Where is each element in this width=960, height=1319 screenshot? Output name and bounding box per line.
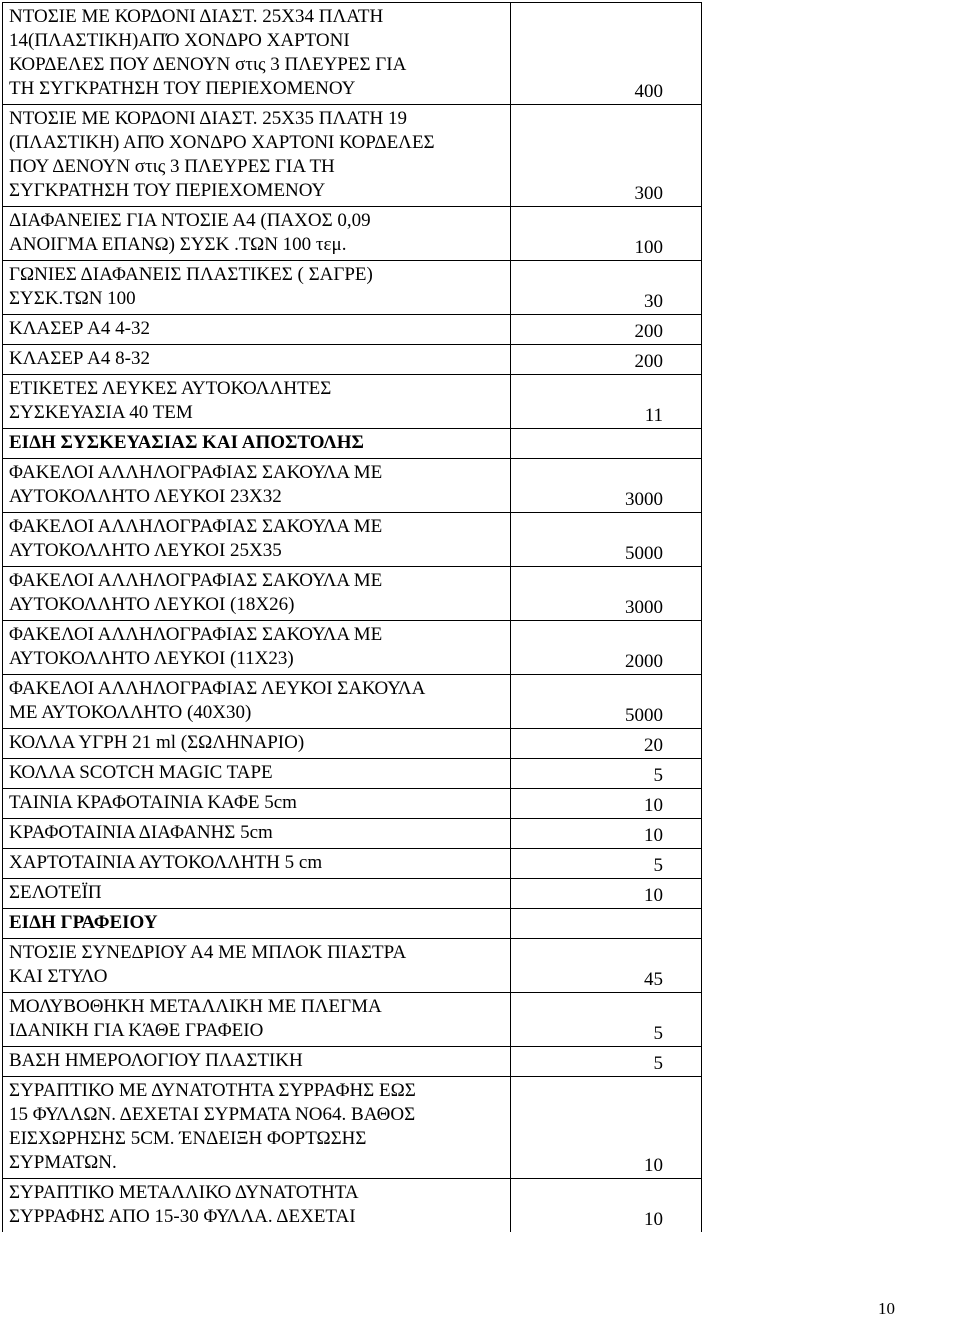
item-quantity: 200 bbox=[511, 345, 702, 375]
item-quantity: 10 bbox=[511, 1077, 702, 1179]
item-description: ΝΤΟΣΙΕ ΣΥΝΕΔΡΙΟΥ Α4 ΜΕ ΜΠΛΟΚ ΠΙΑΣΤΡΑ ΚΑΙ ΣΤΥΛΟ bbox=[3, 939, 511, 993]
item-quantity: 5 bbox=[511, 993, 702, 1047]
item-quantity: 5 bbox=[511, 759, 702, 789]
table-row bbox=[3, 939, 702, 993]
item-description: ΦΑΚΕΛΟΙ ΑΛΛΗΛΟΓΡΑΦΙΑΣ ΣΑΚΟΥΛΑ ΜΕ ΑΥΤΟΚΟΛΛΗΤΟ ΛΕΥΚΟΙ 25Χ35 bbox=[3, 513, 511, 567]
page-number: 10 bbox=[878, 1299, 895, 1318]
section-heading: ΕΙΔΗ ΓΡΑΦΕΙΟΥ bbox=[3, 909, 511, 939]
item-quantity: 11 bbox=[511, 375, 702, 429]
item-quantity: 10 bbox=[511, 879, 702, 909]
item-description: ΕΤΙΚΕΤΕΣ ΛΕΥΚΕΣ ΑΥΤΟΚΟΛΛΗΤΕΣ ΣΥΣΚΕΥΑΣΙΑ 40 ΤΕΜ bbox=[3, 375, 511, 429]
item-quantity: 5 bbox=[511, 849, 702, 879]
table-row bbox=[3, 513, 702, 567]
item-description: ΣΥΡΑΠΤΙΚΟ ΜΕΤΑΛΛΙΚΟ ΔΥΝΑΤΟΤΗΤΑ ΣΥΡΡΑΦΗΣ ΑΠΟ 15-30 ΦΥΛΛΑ. ΔΕΧΕΤΑΙ bbox=[3, 1179, 511, 1233]
item-description: ΦΑΚΕΛΟΙ ΑΛΛΗΛΟΓΡΑΦΙΑΣ ΛΕΥΚΟΙ ΣΑΚΟΥΛΑ ΜΕ ΑΥΤΟΚΟΛΛΗΤΟ (40Χ30) bbox=[3, 675, 511, 729]
item-description: ΤΑΙΝΙΑ ΚΡΑΦΟΤΑΙΝΙΑ ΚΑΦΕ 5cm bbox=[3, 789, 511, 819]
item-description: ΔΙΑΦΑΝΕΙΕΣ ΓΙΑ ΝΤΟΣΙΕ Α4 (ΠΑΧΟΣ 0,09 ΑΝΟΙΓΜΑ ΕΠΑΝΩ) ΣΥΣΚ .ΤΩΝ 100 τεμ. bbox=[3, 207, 511, 261]
section-heading-row bbox=[3, 429, 702, 459]
item-description: ΦΑΚΕΛΟΙ ΑΛΛΗΛΟΓΡΑΦΙΑΣ ΣΑΚΟΥΛΑ ΜΕ ΑΥΤΟΚΟΛΛΗΤΟ ΛΕΥΚΟΙ (11Χ23) bbox=[3, 621, 511, 675]
table-row bbox=[3, 207, 702, 261]
item-description: ΧΑΡΤΟΤΑΙΝΙΑ ΑΥΤΟΚΟΛΛΗΤΗ 5 cm bbox=[3, 849, 511, 879]
item-description: ΣΥΡΑΠΤΙΚΟ ΜΕ ΔΥΝΑΤΟΤΗΤΑ ΣΥΡΡΑΦΗΣ ΕΩΣ 15 ΦΥΛΛΩΝ. ΔΕΧΕΤΑΙ ΣΥΡΜΑΤΑ ΝΟ64. ΒΑΘΟΣ ΕΙΣΧΩΡΗΣΗΣ 5CM. ΈΝΔΕΙΞΗ ΦΟΡΤΩΣΗΣ ΣΥΡΜΑΤΩΝ. bbox=[3, 1077, 511, 1179]
table-row bbox=[3, 3, 702, 105]
items-table bbox=[2, 2, 702, 1232]
table-row bbox=[3, 1047, 702, 1077]
table-row bbox=[3, 675, 702, 729]
item-quantity: 10 bbox=[511, 819, 702, 849]
table-row bbox=[3, 879, 702, 909]
table-row bbox=[3, 1077, 702, 1179]
item-description: ΝΤΟΣΙΕ ΜΕ ΚΟΡΔΟΝΙ ΔΙΑΣΤ. 25Χ34 ΠΛΑΤΗ 14(ΠΛΑΣΤΙΚΗ)ΑΠΌ ΧΟΝΔΡΟ ΧΑΡΤΟΝΙ ΚΟΡΔΕΛΕΣ ΠΟΥ ΔΕΝΟΥΝ στις 3 ΠΛΕΥΡΕΣ ΓΙΑ ΤΗ ΣΥΓΚΡΑΤΗΣΗ ΤΟΥ ΠΕΡΙΕΧΟΜΕΝΟΥ bbox=[3, 3, 511, 105]
item-description: ΚΟΛΛΑ SCOTCH MAGIC TAPE bbox=[3, 759, 511, 789]
item-quantity bbox=[511, 429, 702, 459]
items-table-body bbox=[3, 3, 702, 1233]
item-description: ΓΩΝΙΕΣ ΔΙΑΦΑΝΕΙΣ ΠΛΑΣΤΙΚΕΣ ( ΣΑΓΡΕ) ΣΥΣΚ.ΤΩΝ 100 bbox=[3, 261, 511, 315]
item-quantity: 3000 bbox=[511, 567, 702, 621]
table-row bbox=[3, 789, 702, 819]
item-quantity: 5000 bbox=[511, 513, 702, 567]
item-description: ΚΛΑΣΕΡ Α4 4-32 bbox=[3, 315, 511, 345]
item-quantity: 5 bbox=[511, 1047, 702, 1077]
item-quantity: 20 bbox=[511, 729, 702, 759]
table-row bbox=[3, 459, 702, 513]
item-quantity: 100 bbox=[511, 207, 702, 261]
table-row bbox=[3, 729, 702, 759]
table-row bbox=[3, 1179, 702, 1233]
item-description: ΜΟΛΥΒΟΘΗΚΗ ΜΕΤΑΛΛΙΚΗ ΜΕ ΠΛΕΓΜΑ ΙΔΑΝΙΚΗ ΓΙΑ ΚΆΘΕ ΓΡΑΦΕΙΟ bbox=[3, 993, 511, 1047]
table-row bbox=[3, 849, 702, 879]
table-row bbox=[3, 345, 702, 375]
item-description: ΚΡΑΦΟΤΑΙΝΙΑ ΔΙΑΦΑΝΗΣ 5cm bbox=[3, 819, 511, 849]
table-row bbox=[3, 315, 702, 345]
table-row bbox=[3, 819, 702, 849]
table-row bbox=[3, 621, 702, 675]
item-description: ΦΑΚΕΛΟΙ ΑΛΛΗΛΟΓΡΑΦΙΑΣ ΣΑΚΟΥΛΑ ΜΕ ΑΥΤΟΚΟΛΛΗΤΟ ΛΕΥΚΟΙ 23Χ32 bbox=[3, 459, 511, 513]
item-description: ΦΑΚΕΛΟΙ ΑΛΛΗΛΟΓΡΑΦΙΑΣ ΣΑΚΟΥΛΑ ΜΕ ΑΥΤΟΚΟΛΛΗΤΟ ΛΕΥΚΟΙ (18Χ26) bbox=[3, 567, 511, 621]
item-quantity: 400 bbox=[511, 3, 702, 105]
item-quantity: 200 bbox=[511, 315, 702, 345]
item-quantity: 2000 bbox=[511, 621, 702, 675]
item-description: ΚΛΑΣΕΡ Α4 8-32 bbox=[3, 345, 511, 375]
table-row bbox=[3, 759, 702, 789]
section-heading-row bbox=[3, 909, 702, 939]
item-description: ΝΤΟΣΙΕ ΜΕ ΚΟΡΔΟΝΙ ΔΙΑΣΤ. 25Χ35 ΠΛΑΤΗ 19 (ΠΛΑΣΤΙΚΗ) ΑΠΌ ΧΟΝΔΡΟ ΧΑΡΤΟΝΙ ΚΟΡΔΕΛΕΣ ΠΟΥ ΔΕΝΟΥΝ στις 3 ΠΛΕΥΡΕΣ ΓΙΑ ΤΗ ΣΥΓΚΡΑΤΗΣΗ ΤΟΥ ΠΕΡΙΕΧΟΜΕΝΟΥ bbox=[3, 105, 511, 207]
item-quantity: 30 bbox=[511, 261, 702, 315]
table-row bbox=[3, 375, 702, 429]
section-heading: ΕΙΔΗ ΣΥΣΚΕΥΑΣΙΑΣ ΚΑΙ ΑΠΟΣΤΟΛΗΣ bbox=[3, 429, 511, 459]
item-quantity: 10 bbox=[511, 789, 702, 819]
item-quantity: 5000 bbox=[511, 675, 702, 729]
table-row bbox=[3, 261, 702, 315]
item-description: ΚΟΛΛΑ ΥΓΡΗ 21 ml (ΣΩΛΗΝΑΡΙΟ) bbox=[3, 729, 511, 759]
item-quantity: 45 bbox=[511, 939, 702, 993]
item-quantity: 300 bbox=[511, 105, 702, 207]
table-row bbox=[3, 567, 702, 621]
item-quantity: 3000 bbox=[511, 459, 702, 513]
item-quantity bbox=[511, 909, 702, 939]
table-row bbox=[3, 993, 702, 1047]
item-description: ΣΕΛΟΤΕΪΠ bbox=[3, 879, 511, 909]
item-quantity: 10 bbox=[511, 1179, 702, 1233]
item-description: ΒΑΣΗ ΗΜΕΡΟΛΟΓΙΟΥ ΠΛΑΣΤΙΚΗ bbox=[3, 1047, 511, 1077]
table-row bbox=[3, 105, 702, 207]
